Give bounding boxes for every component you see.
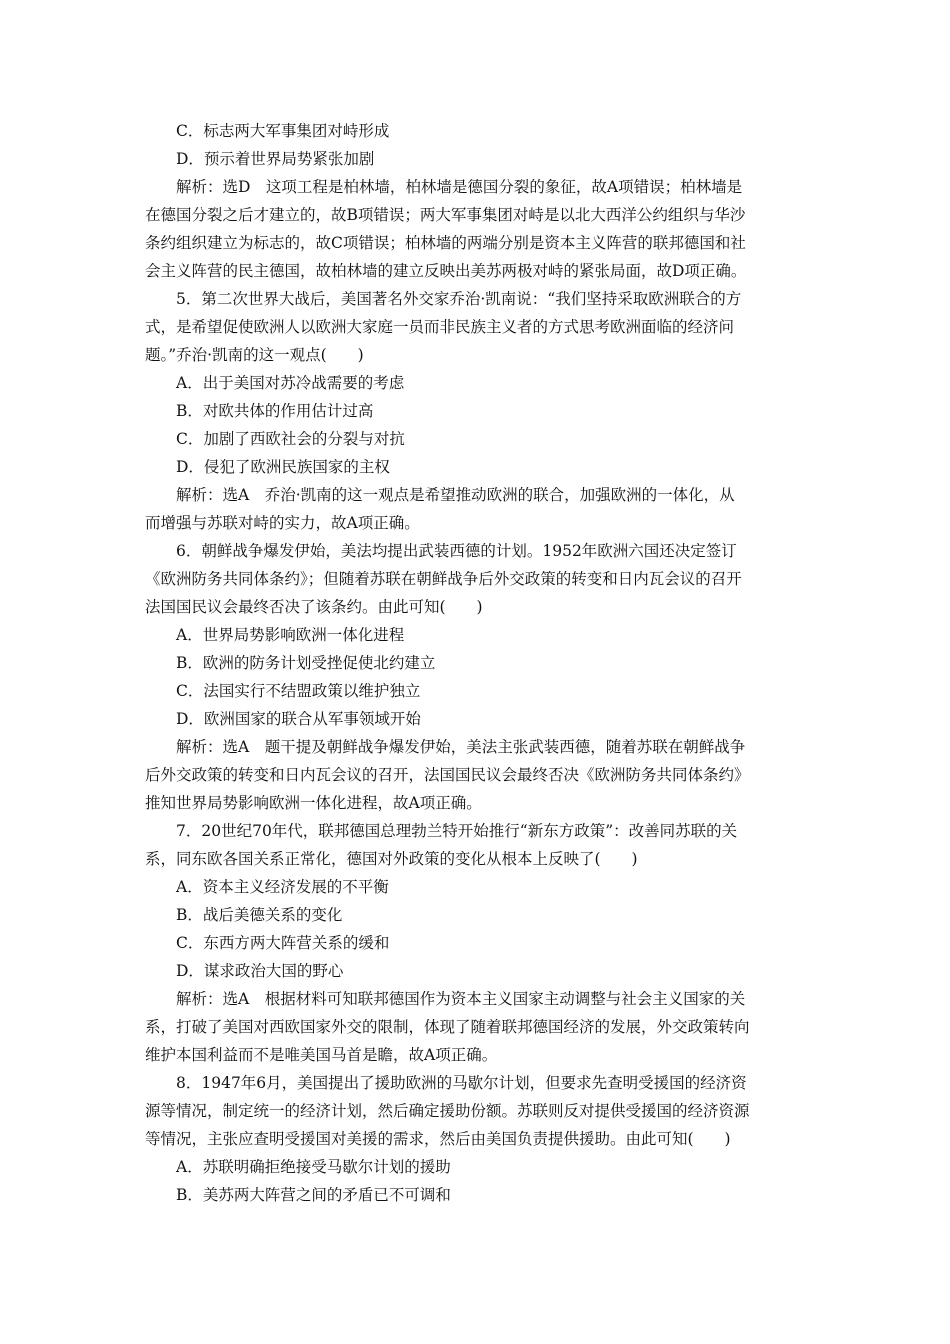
analysis-q7-line1: 解析：选A 根据材料可知联邦德国作为资本主义国家主动调整与社会主义国家的关 [176, 990, 746, 1008]
option-a-q7: A．资本主义经济发展的不平衡 [176, 878, 389, 896]
option-b-q7: B．战后美德关系的变化 [176, 906, 343, 924]
option-b-q6: B．欧洲的防务计划受挫促使北约建立 [176, 654, 436, 672]
option-a-q6: A．世界局势影响欧洲一体化进程 [176, 626, 405, 644]
question-5-line3: 题。”乔治·凯南的这一观点( ) [145, 346, 364, 364]
option-c-q7: C．东西方两大阵营关系的缓和 [176, 934, 390, 952]
analysis-q5-line2: 而增强与苏联对峙的实力，故A项正确。 [145, 514, 420, 532]
question-7-line2: 系，同东欧各国关系正常化，德国对外政策的变化从根本上反映了( ) [145, 850, 638, 868]
question-6-line1: 6．朝鲜战争爆发伊始，美法均提出武装西德的计划。1952年欧洲六国还决定签订 [176, 542, 737, 560]
question-8-line3: 等情况，主张应查明受援国对美援的需求，然后由美国负责提供援助。由此可知( ) [145, 1130, 731, 1148]
option-a-q5: A．出于美国对苏冷战需要的考虑 [176, 374, 405, 392]
analysis-q6-line2: 后外交政策的转变和日内瓦会议的召开，法国国民议会最终否决《欧洲防务共同体条约》 [145, 766, 750, 784]
option-c-q5: C．加剧了西欧社会的分裂与对抗 [176, 430, 405, 448]
question-8-line2: 源等情况，制定统一的经济计划，然后确定援助份额。苏联则反对提供受援国的经济资源 [145, 1102, 750, 1120]
analysis-q4-line4: 会主义阵营的民主德国，故柏林墙的建立反映出美苏两极对峙的紧张局面，故D项正确。 [145, 262, 747, 280]
question-8-line1: 8．1947年6月，美国提出了援助欧洲的马歇尔计划，但要求先查明受援国的经济资 [176, 1074, 747, 1092]
option-d-q7: D．谋求政治大国的野心 [176, 962, 344, 980]
option-c-q6: C．法国实行不结盟政策以维护独立 [176, 682, 421, 700]
option-b-q8: B．美苏两大阵营之间的矛盾已不可调和 [176, 1186, 451, 1204]
question-6-line2: 《欧洲防务共同体条约》；但随着苏联在朝鲜战争后外交政策的转变和日内瓦会议的召开 [145, 570, 742, 588]
option-d-q5: D．侵犯了欧洲民族国家的主权 [176, 458, 390, 476]
question-7-line1: 7．20世纪70年代，联邦德国总理勃兰特开始推行“新东方政策”：改善同苏联的关 [176, 822, 738, 840]
question-6-line3: 法国国民议会最终否决了该条约。由此可知( ) [145, 598, 483, 616]
analysis-q4-line1: 解析：选D 这项工程是柏林墙，柏林墙是德国分裂的象征，故A项错误；柏林墙是 [176, 178, 743, 196]
analysis-q6-line1: 解析：选A 题干提及朝鲜战争爆发伊始，美法主张武装西德，随着苏联在朝鲜战争 [176, 738, 746, 756]
option-d-q6: D．欧洲国家的联合从军事领域开始 [176, 710, 421, 728]
question-5-line1: 5．第二次世界大战后，美国著名外交家乔治·凯南说：“我们坚持采取欧洲联合的方 [176, 290, 742, 308]
option-d-q4: D．预示着世界局势紧张加剧 [176, 150, 375, 168]
analysis-q6-line3: 推知世界局势影响欧洲一体化进程，故A项正确。 [145, 794, 482, 812]
analysis-q4-line2: 在德国分裂之后才建立的，故B项错误；两大军事集团对峙是以北大西洋公约组织与华沙 [145, 206, 746, 224]
option-b-q5: B．对欧共体的作用估计过高 [176, 402, 374, 420]
analysis-q7-line2: 系，打破了美国对西欧国家外交的限制，体现了随着联邦德国经济的发展，外交政策转向 [145, 1018, 750, 1036]
document-body [145, 117, 815, 1209]
analysis-q4-line3: 条约组织建立为标志的，故C项错误；柏林墙的两端分别是资本主义阵营的联邦德国和社 [145, 234, 746, 252]
analysis-q7-line3: 维护本国利益而不是唯美国马首是瞻，故A项正确。 [145, 1046, 498, 1064]
option-a-q8: A．苏联明确拒绝接受马歇尔计划的援助 [176, 1158, 451, 1176]
analysis-q5-line1: 解析：选A 乔治·凯南的这一观点是希望推动欧洲的联合，加强欧洲的一体化，从 [176, 486, 735, 504]
question-5-line2: 式，是希望促使欧洲人以欧洲大家庭一员而非民族主义者的方式思考欧洲面临的经济问 [145, 318, 735, 336]
option-c-q4: C．标志两大军事集团对峙形成 [176, 122, 390, 140]
